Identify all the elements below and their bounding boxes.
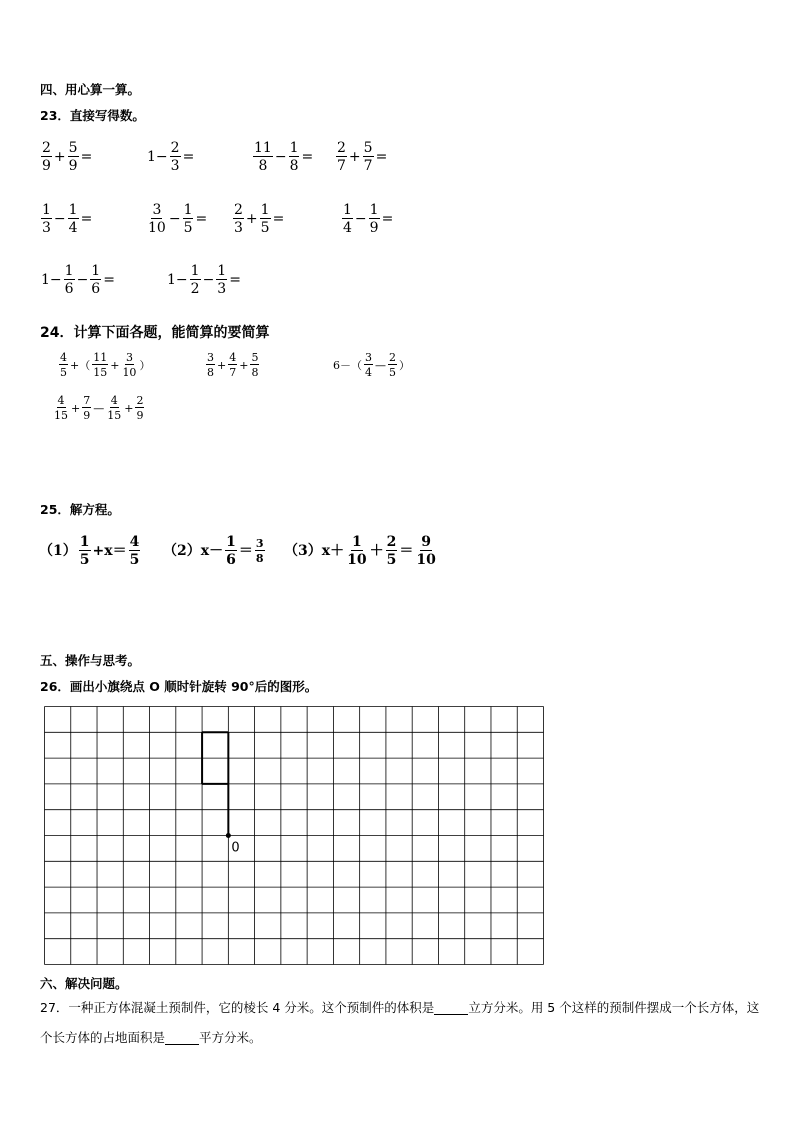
math-operator: + [53,149,66,165]
fraction-numerator: 5 [363,140,373,156]
question-23-title: 23．直接写得数。 [40,108,145,123]
fraction-numerator: 11 [254,140,272,156]
fraction-numerator: 1 [183,202,193,218]
fraction-numerator: 4 [129,534,140,550]
fraction-denominator: 6 [226,552,236,568]
fraction [41,203,52,235]
math-operator: − [202,272,215,288]
math-operator: − [76,272,89,288]
fraction-numerator: 2 [136,394,144,407]
fraction [346,535,367,567]
fraction [53,395,69,421]
fraction [233,203,244,235]
fraction-numerator: 3 [255,537,264,550]
fraction-denominator: 5 [183,220,193,236]
math-operator: ＝ [238,543,253,559]
fraction-denominator: 3 [42,220,51,236]
fraction [170,141,181,173]
math-operator: = [272,211,285,227]
section-5-heading: 五、操作与思考。 [40,653,141,668]
fraction-numerator: 5 [251,351,259,364]
math-operator: + [71,401,81,415]
fraction-denominator: 4 [365,366,372,379]
fraction-denominator: 7 [229,366,237,379]
fraction [147,203,167,235]
fraction-denominator: 3 [217,281,227,297]
math-operator: − [274,149,287,165]
fraction [415,535,436,567]
fraction-denominator: 4 [343,220,352,236]
fraction-numerator: 5 [68,140,78,156]
question-25-title: 25．解方程。 [40,502,120,517]
math-operator: = [375,149,388,165]
fraction [190,264,201,296]
math-operator: （3）x＋ [284,543,345,559]
q27-area-blank[interactable] [165,1030,199,1045]
fraction-denominator: 5 [60,366,67,379]
fraction [68,203,79,235]
q27-text-1: 27．一种正方体混凝土预制件，它的棱长 4 分米。这个预制件的体积是 [40,1000,435,1015]
question-27 [40,993,765,1053]
fraction-denominator: 5 [389,366,396,379]
math-operator: +（ [70,358,91,372]
fraction-numerator: 4 [229,351,237,364]
math-operator: = [103,272,115,288]
math-operator: = [195,211,208,227]
math-operator: — [375,358,386,372]
math-operator: − [354,211,367,227]
fraction-numerator: 1 [64,263,74,279]
fraction-numerator: 3 [152,202,162,218]
fraction-numerator: 3 [125,351,133,364]
fraction [183,203,194,235]
q23-expression-2 [146,141,195,173]
fraction [68,141,79,173]
fraction-numerator: 1 [79,534,90,550]
q23-expression-7 [232,203,285,235]
math-operator: + [245,211,258,227]
math-operator: ） [139,358,151,372]
q24-expression-1 [58,352,151,378]
q27-volume-blank[interactable] [434,1000,468,1015]
fraction [90,264,101,296]
fraction [64,264,75,296]
fraction-numerator: 1 [351,534,362,550]
fraction-numerator: 1 [217,263,227,279]
fraction-numerator: 2 [386,534,397,550]
math-operator: + [124,401,134,415]
fraction [289,141,300,173]
fraction [260,203,271,235]
fraction-numerator: 1 [190,263,200,279]
fraction-denominator: 9 [136,409,144,422]
fraction [82,395,91,421]
fraction-numerator: 1 [369,202,379,218]
math-operator: − [53,211,66,227]
fraction [92,352,108,378]
q25-equation-3 [283,535,438,567]
fraction [41,141,52,173]
fraction-numerator: 3 [207,351,214,364]
fraction-numerator: 3 [365,351,372,364]
fraction-numerator: 1 [260,202,270,218]
rotation-grid[interactable] [44,706,544,965]
q24-expression-3 [332,352,411,378]
fraction [386,535,398,567]
fraction-denominator: 10 [148,220,166,236]
fraction-denominator: 8 [251,366,259,379]
fraction-denominator: 10 [122,366,137,379]
math-operator: 6－（ [333,358,362,372]
math-operator: + [348,149,361,165]
fraction-denominator: 6 [91,281,101,297]
rotation-point-label: 0 [231,840,240,856]
math-operator: 1− [147,149,168,165]
q23-expression-8 [341,203,394,235]
fraction-numerator: 2 [234,202,243,218]
fraction-numerator: 1 [91,263,101,279]
fraction-numerator: 7 [83,394,91,407]
fraction-denominator: 6 [64,281,74,297]
fraction-numerator: 1 [226,534,236,550]
fraction [388,352,397,378]
question-24-title: 24．计算下面各题，能简算的要简算 [40,325,270,341]
fraction-numerator: 2 [389,351,396,364]
fraction [206,352,215,378]
q23-expression-10 [166,264,242,296]
fraction-denominator: 15 [54,409,68,422]
fraction [363,141,374,173]
section-4-heading: 四、用心算一算。 [40,82,141,97]
math-operator: ＝ [399,543,414,559]
q23-expression-1 [40,141,93,173]
fraction [79,535,91,567]
fraction [369,203,380,235]
fraction-denominator: 5 [386,552,397,568]
math-operator: （2）x－ [163,543,224,559]
math-operator: = [182,149,195,165]
q23-expression-9 [40,264,116,296]
question-26-title: 26．画出小旗绕点 O 顺时针旋转 90°后的图形。 [40,679,318,694]
fraction-numerator: 4 [110,394,118,407]
fraction-denominator: 3 [170,158,180,174]
fraction-denominator: 9 [369,220,379,236]
math-operator: 1− [167,272,188,288]
q23-expression-6 [146,203,208,235]
q24-expression-4 [52,395,145,421]
fraction [121,352,137,378]
fraction [129,535,141,567]
fraction [336,141,347,173]
fraction-denominator: 10 [347,552,367,568]
math-operator: + [239,358,249,372]
fraction-denominator: 9 [83,409,91,422]
fraction-numerator: 4 [60,351,67,364]
fraction-denominator: 5 [260,220,270,236]
fraction [255,538,265,564]
fraction [253,141,273,173]
fraction [216,264,227,296]
fraction-denominator: 8 [258,158,268,174]
math-operator: + [110,358,120,372]
fraction-denominator: 8 [207,366,214,379]
section-6-heading: 六、解决问题。 [40,976,128,991]
fraction [106,395,122,421]
fraction-numerator: 1 [289,140,299,156]
q23-expression-4 [335,141,388,173]
q23-expression-5 [40,203,93,235]
fraction-numerator: 2 [337,140,346,156]
math-operator: = [80,149,93,165]
fraction-denominator: 10 [416,552,436,568]
math-operator: ） [399,358,410,372]
fraction-denominator: 3 [234,220,243,236]
fraction-denominator: 2 [190,281,200,297]
math-operator: − [168,211,181,227]
fraction-denominator: 15 [93,366,108,379]
q25-equation-2 [162,535,266,567]
q23-expression-3 [252,141,314,173]
fraction [228,352,237,378]
fraction [59,352,68,378]
math-operator: = [229,272,241,288]
fraction-numerator: 1 [42,202,51,218]
fraction-denominator: 15 [107,409,122,422]
fraction-numerator: 1 [343,202,352,218]
math-operator: ＋ [369,543,384,559]
fraction-numerator: 2 [42,140,51,156]
math-operator: +x＝ [92,543,127,559]
math-operator: （1） [39,543,77,559]
fraction-denominator: 7 [337,158,346,174]
fraction [135,395,144,421]
fraction-numerator: 1 [68,202,78,218]
fraction-denominator: 7 [363,158,373,174]
fraction [250,352,259,378]
fraction-denominator: 5 [79,552,90,568]
fraction [342,203,353,235]
fraction-numerator: 9 [421,534,431,550]
math-operator: + [217,358,227,372]
math-operator: = [80,211,93,227]
q25-equation-1 [38,535,141,567]
fraction-denominator: 9 [42,158,51,174]
fraction-denominator: 8 [289,158,299,174]
fraction [364,352,373,378]
fraction-numerator: 2 [170,140,180,156]
math-operator: = [301,149,314,165]
fraction-denominator: 4 [68,220,78,236]
q27-text-3: 平方分米。 [199,1030,262,1045]
fraction-numerator: 11 [93,351,108,364]
fraction-numerator: 4 [57,394,65,407]
math-operator: — [93,401,105,415]
math-operator: 1− [41,272,62,288]
rotation-point-o [226,833,231,838]
math-operator: = [381,211,394,227]
fraction-denominator: 5 [129,552,140,568]
fraction [225,535,237,567]
fraction-denominator: 9 [68,158,78,174]
fraction-denominator: 8 [255,552,264,565]
q27-text-2: 立方分米。用 5 个这样的预制件摆成一个长方体，这个长方体的占地面积是 [40,1000,760,1045]
q24-expression-2 [205,352,260,378]
